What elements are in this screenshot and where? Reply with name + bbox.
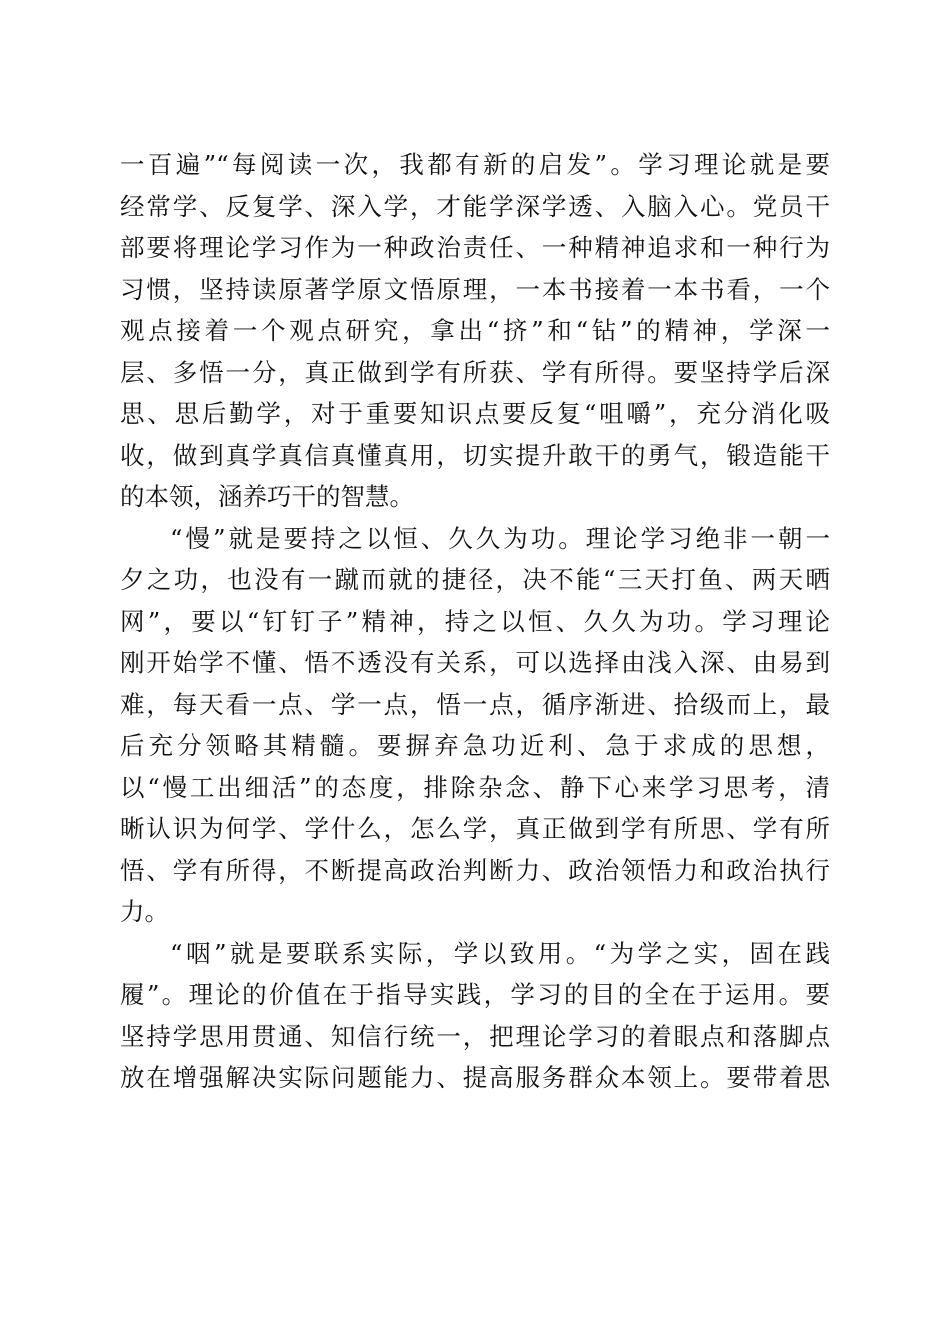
paragraph-first-line: “咽”就是要联系实际，学以致用。“为学之实，固在践 xyxy=(170,938,830,968)
text-line: 晰认识为何学、学什么，怎么学，真正做到学有所思、学有所 xyxy=(120,814,830,843)
text-line: 悟、学有所得，不断提高政治判断力、政治领悟力和政治执行 xyxy=(120,855,830,885)
text-line: 后充分领略其精髓。要摒弃急功近利、急于求成的思想， xyxy=(120,731,830,760)
paragraph-end-line: 的本领，涵养巧干的智慧。 xyxy=(120,482,414,511)
text-line: 放在增强解决实际问题能力、提高服务群众本领上。要带着思 xyxy=(120,1063,830,1092)
text-line: 思、思后勤学，对于重要知识点要反复“咀嚼”，充分消化吸 xyxy=(120,399,830,428)
text-line: 夕之功，也没有一蹴而就的捷径，决不能“三天打鱼、两天晒 xyxy=(120,565,830,594)
text-line: 部要将理论学习作为一种政治责任、一种精神追求和一种行为 xyxy=(120,233,830,262)
text-line: 坚持学思用贯通、知信行统一，把理论学习的着眼点和落脚点 xyxy=(120,1021,830,1051)
text-line: 习惯，坚持读原著学原文悟原理，一本书接着一本书看，一个 xyxy=(120,274,830,304)
text-line: 履”。理论的价值在于指导实践，学习的目的全在于运用。要 xyxy=(120,980,830,1009)
text-line: 网”，要以“钉钉子”精神，持之以恒、久久为功。学习理论 xyxy=(120,606,830,636)
text-line: 刚开始学不懂、悟不透没有关系，可以选择由浅入深、由易到 xyxy=(120,648,830,677)
text-line: 观点接着一个观点研究，拿出“挤”和“钻”的精神，学深一 xyxy=(120,316,830,345)
paragraph-first-line: “慢”就是要持之以恒、久久为功。理论学习绝非一朝一 xyxy=(170,523,830,553)
text-line: 收，做到真学真信真懂真用，切实提升敢干的勇气，锻造能干 xyxy=(120,440,830,470)
text-line: 一百遍”“每阅读一次，我都有新的启发”。学习理论就是要 xyxy=(120,150,830,179)
paragraph-end-line: 力。 xyxy=(120,897,169,926)
text-line: 经常学、反复学、深入学，才能学深学透、入脑入心。党员干 xyxy=(120,191,830,221)
text-line: 难，每天看一点、学一点，悟一点，循序渐进、拾级而上，最 xyxy=(120,689,830,719)
body-text xyxy=(120,144,830,1099)
text-line: 以“慢工出细活”的态度，排除杂念、静下心来学习思考，清 xyxy=(120,772,830,802)
text-line: 层、多悟一分，真正做到学有所获、学有所得。要坚持学后深 xyxy=(120,357,830,387)
